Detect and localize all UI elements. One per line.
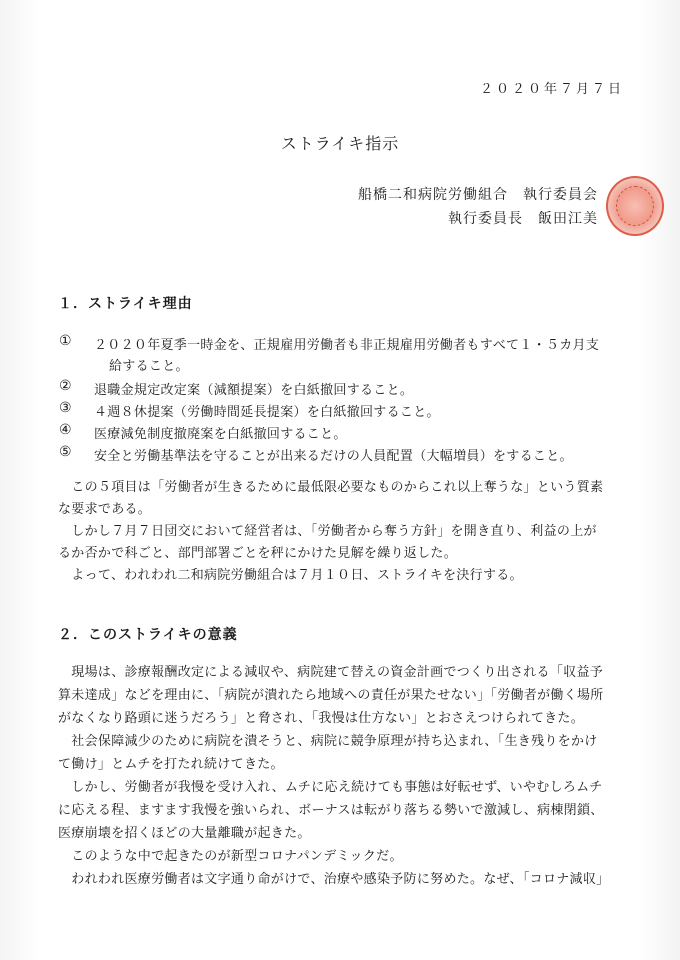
body-line: な要求である。	[58, 502, 152, 517]
organization-name: 船橋二和病院労働組合 執行委員会	[358, 187, 598, 203]
body-line: 算未達成」などを理由に、「病院が潰れたら地域への責任が果たせない」「労働者が働く場所	[58, 688, 604, 703]
document-date: ２０２０年７月７日	[479, 82, 624, 97]
item-text: 退職金規定改定案（減額提案）を白紙撤回すること。	[94, 383, 414, 398]
body-line: この５項目は「労働者が生きるために最低限必要なものからこれ以上奪うな」という質素	[58, 480, 604, 495]
section-heading-1: １．ストライキ理由	[58, 296, 193, 312]
item-number: ⑤	[59, 444, 72, 460]
body-line: 現場は、診療報酬改定による減収や、病院建て替えの資金計画でつくり出される「収益予	[58, 665, 604, 680]
body-line: て働け」とムチを打たれ続けてきた。	[58, 757, 284, 772]
seal-inner-ring	[616, 186, 654, 226]
item-text: ２０２０年夏季一時金を、正規雇用労働者も非正規雇用労働者もすべて１・５カ月支	[94, 338, 600, 353]
body-line: しかし７月７日団交において経営者は、「労働者から奪う方針」を開き直り、利益の上が	[58, 524, 597, 539]
item-text: 給すること。	[109, 359, 189, 374]
body-line: 医療崩壊を招くほどの大量離職が起きた。	[58, 826, 311, 841]
item-number: ④	[59, 422, 72, 438]
body-line: われわれ医療労働者は文字通り命がけで、治療や感染予防に努めた。なぜ、「コロナ減収」	[58, 872, 610, 887]
section-heading-2: ２．このストライキの意義	[58, 627, 238, 643]
item-text: 安全と労働基準法を守ることが出来るだけの人員配置（大幅増員）をすること。	[94, 449, 573, 464]
body-line: に応える程、ますます我慢を強いられ、ボーナスは転がり落ちる勢いで激減し、病棟閉鎖、	[58, 803, 604, 818]
item-number: ①	[59, 333, 72, 349]
body-line: 社会保障減少のために病院を潰そうと、病院に競争原理が持ち込まれ、「生き残りをかけ	[58, 734, 598, 749]
item-text: 医療減免制度撤廃案を白紙撤回すること。	[94, 427, 347, 442]
document-title: ストライキ指示	[280, 134, 400, 153]
chair-name: 執行委員長 飯田江美	[448, 211, 598, 227]
body-line: しかし、労働者が我慢を受け入れ、ムチに応え続けても事態は好転せず、いやむしろムチ	[58, 780, 603, 795]
body-line: よって、われわれ二和病院労働組合は７月１０日、ストライキを決行する。	[58, 568, 523, 583]
item-text: ４週８休提案（労働時間延長提案）を白紙撤回すること。	[94, 405, 440, 420]
body-line: このような中で起きたのが新型コロナパンデミックだ。	[58, 849, 403, 864]
body-line: がなくなり路頭に迷うだろう」と脅され、「我慢は仕方ない」とおさえつけられてきた。	[58, 711, 585, 726]
item-number: ②	[59, 378, 72, 394]
official-seal-stamp	[606, 176, 664, 236]
body-line: るか否かで科ごと、部門部署ごとを秤にかけた見解を繰り返した。	[58, 546, 458, 561]
item-number: ③	[59, 400, 72, 416]
